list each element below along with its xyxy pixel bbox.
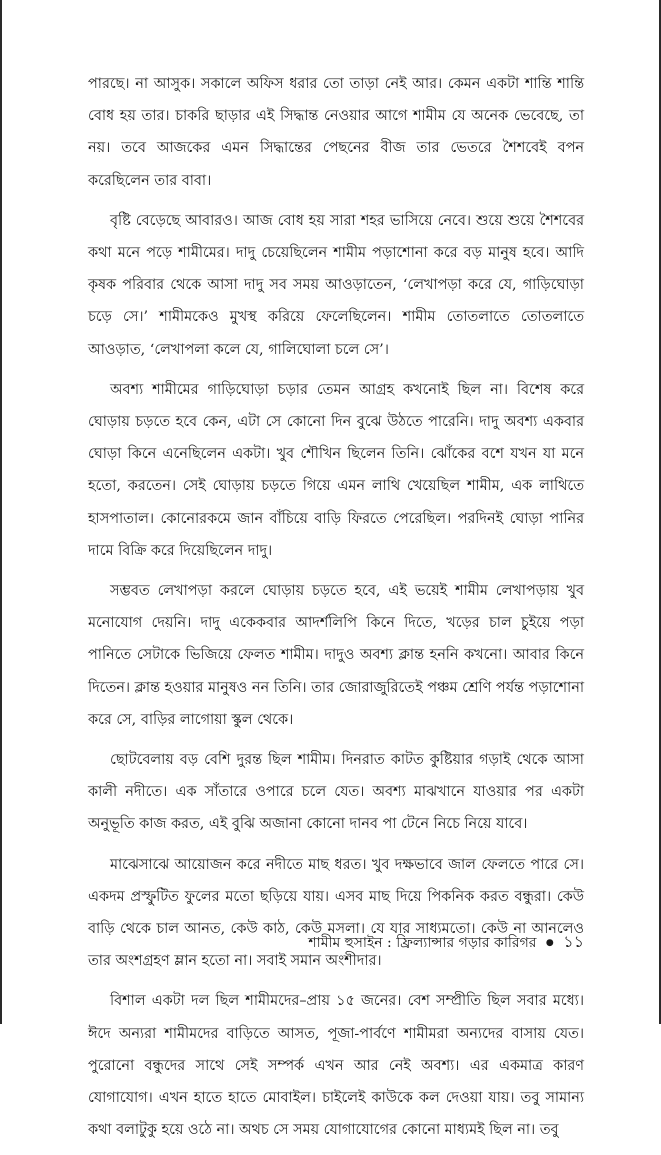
paragraph-2: বৃষ্টি বেড়েছে আবারও। আজ বোধ হয় সারা শহর ভাসিয়ে নেবে। শুয়ে শুয়ে শৈশবের কথা মনে পড়ে শামীমের। দাদু চেয়েছিলেন শামীম পড়াশোনা করে বড় মানুষ হবে। আদি কৃষক পরিবার থেকে আসা দাদু সব সময় আওড়াতেন, ‘লেখাপড়া করে যে, গাড়িঘোড়া চড়ে সে।’ শামীমকেও মুখস্থ করিয়ে ফেলেছিলেন। শামীম তোতলাতে তোতলাতে আওড়াত, ‘লেখাপলা কলে যে, গালিঘোলা চলে সে’। <box>88 212 584 358</box>
paragraph-3: অবশ্য শামীমের গাড়িঘোড়া চড়ার তেমন আগ্রহ কখনোই ছিল না। বিশেষ করে ঘোড়ায় চড়তে হবে কেন, এটা সে কোনো দিন বুঝে উঠতে পারেনি। দাদু অবশ্য একবার ঘোড়া কিনে এনেছিলেন একটা। খুব শৌখিন ছিলেন তিনি। ঝোঁকের বশে যখন যা মনে হতো, করতেন। সেই ঘোড়ায় চড়তে গিয়ে এমন লাথি খেয়েছিল শামীম, এক লাথিতে হাসপাতাল। কোনোরকমে জান বাঁচিয়ে বাড়ি ফিরতে পেরেছিল। পরদিনই ঘোড়া পানির দামে বিক্রি করে দিয়েছিলেন দাদু। <box>88 381 584 559</box>
running-head: শামীম হুসাইন : ফ্রিল্যান্সার গড়ার কারিগর <box>308 935 537 951</box>
paragraph-4: সম্ভবত লেখাপড়া করলে ঘোড়ায় চড়তে হবে, এই ভয়েই শামীম লেখাপড়ায় খুব মনোযোগ দেয়নি। দাদু একেকবার আদর্শলিপি কিনে দিতে, খড়ের চাল চুইয়ে পড়া পানিতে সেটাকে ভিজিয়ে ফেলত শামীম। দাদুও অবশ্য ক্লান্ত হননি কখনো। আবার কিনে দিতেন। ক্লান্ত হওয়ার মানুষও নন তিনি। তার জোরাজুরিতেই পঞ্চম শ্রেণি পর্যন্ত পড়াশোনা করে সে, বাড়ির লাগোয়া স্কুল থেকে। <box>88 583 584 728</box>
paragraph-1: পারছে। না আসুক। সকালে অফিস ধরার তো তাড়া নেই আর। কেমন একটা শান্তি শান্তি বোধ হয় তার। চাকরি ছাড়ার এই সিদ্ধান্ত নেওয়ার আগে শামীম যে অনেক ভেবেছে, তা নয়। তবে আজকের এমন সিদ্ধান্তের পেছনের বীজ তার ভেতরে শৈশবেই বপন করেছিলেন তার বাবা। <box>88 76 584 189</box>
body-text <box>88 68 584 1155</box>
paragraph-5: ছোটবেলায় বড় বেশি দুরন্ত ছিল শামীম। দিনরাত কাটত কুষ্টিয়ার গড়াই থেকে আসা কালী নদীতে। এক সাঁতারে ওপারে চলে যেত। অবশ্য মাঝখানে যাওয়ার পর একটা অনুভূতি কাজ করত, এই বুঝি অজানা কোনো দানব পা টেনে নিচে নিয়ে যাবে। <box>88 752 584 833</box>
page-number: ১১ <box>563 932 584 951</box>
paragraph-6: মাঝেসাঝে আয়োজন করে নদীতে মাছ ধরত। খুব দক্ষভাবে জাল ফেলতে পারে সে। একদম প্রস্ফুটিত ফুলের মতো ছড়িয়ে যায়। এসব মাছ দিয়ে পিকনিক করত বন্ধুরা। কেউ বাড়ি থেকে চাল আনত, কেউ কাঠ, কেউ মসলা। যে যার সাধ্যমতো। কেউ না আনলেও তার অংশগ্রহণ ম্লান হতো না। সবাই সমান অংশীদার। <box>88 856 584 970</box>
paragraph-7: বিশাল একটা দল ছিল শামীমদের–প্রায় ১৫ জনের। বেশ সম্প্রীতি ছিল সবার মধ্যে। ঈদে অন্যরা শামীমদের বাড়িতে আসত, পূজা-পার্বণে শামীমরা অন্যদের বাসায় যেত। পুরোনো বন্ধুদের সাথে সেই সম্পর্ক এখন আর নেই অবশ্য। এর একমাত্র কারণ যোগাযোগ। এখন হাতে হাতে মোবাইল। চাইলেই কাউকে কল দেওয়া যায়। তবু সামান্য কথা বলাটুকু হয়ে ওঠে না। অথচ সে সময় যোগাযোগের কোনো মাধ্যমই ছিল না। তবু <box>88 993 584 1139</box>
bullet-separator-icon: ● <box>545 938 554 948</box>
page-footer <box>88 928 584 957</box>
